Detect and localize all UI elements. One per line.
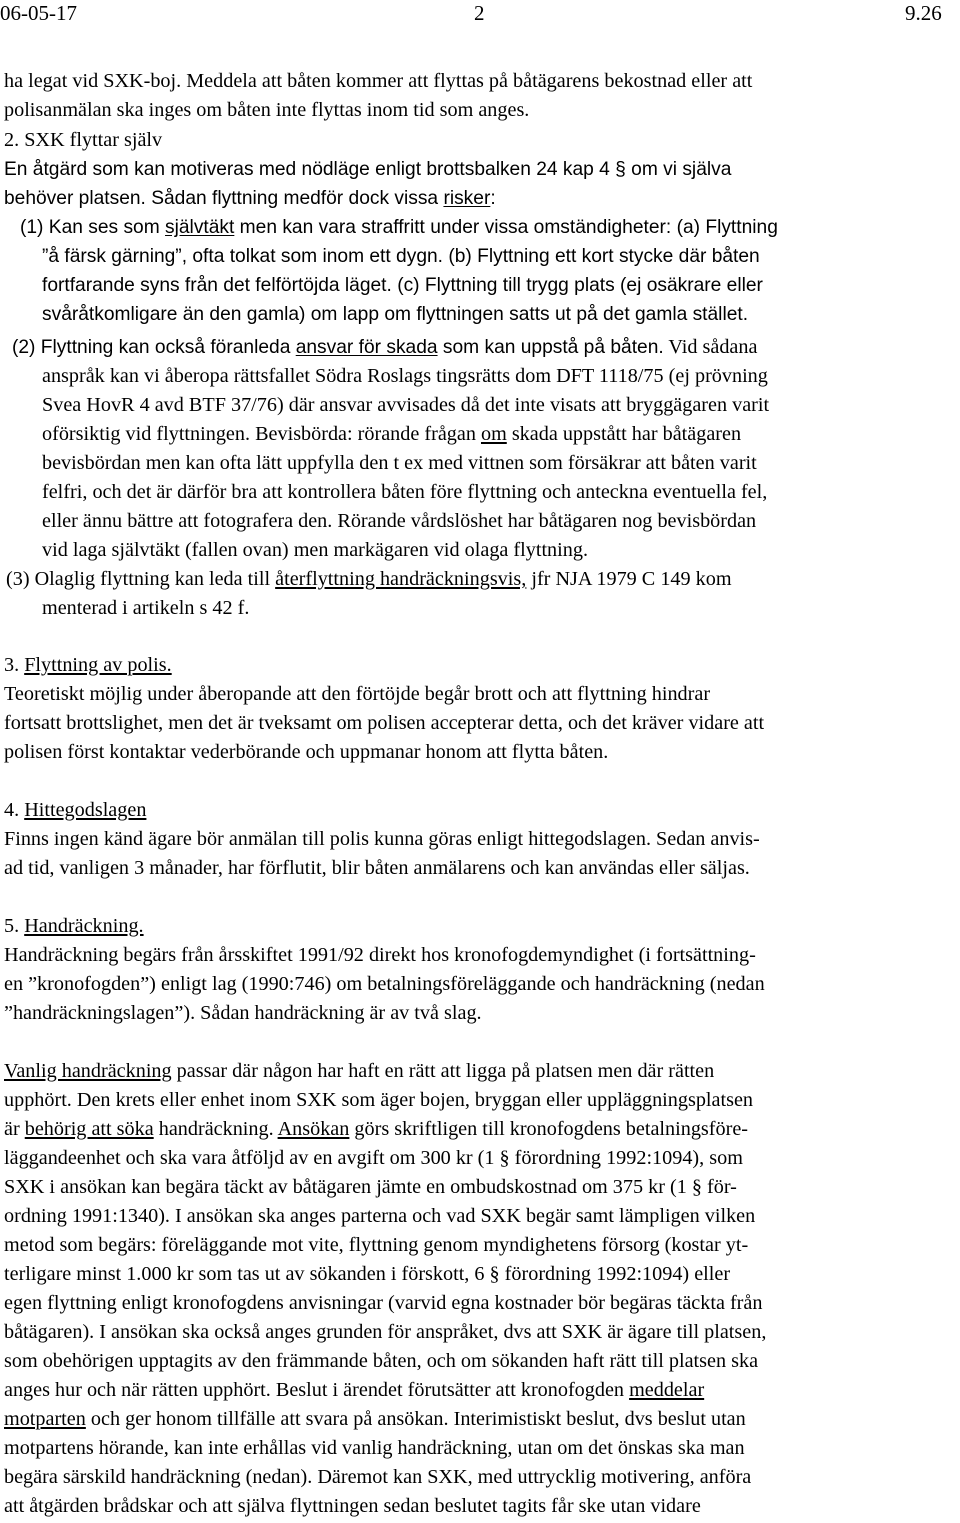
section-3-line-1: Teoretiskt möjlig under åberopande att den förtöjde begår brott och att flyttning hindrar bbox=[4, 683, 711, 705]
vanlig-line-11: som obehörigen upptagits av den främmande båten, och om sökanden haft rätt till platsen ska bbox=[4, 1350, 759, 1372]
item-3-line-1: (3) Olaglig flyttning kan leda till återflyttning handräckningsvis, jfr NJA 1979 C 149 kom bbox=[6, 568, 732, 590]
item-3-line-2: menterad i artikeln s 42 f. bbox=[42, 597, 250, 619]
vanlig-line-6: ordning 1991:1340). I ansökan ska anges parterna och vad SXK begär samt lämpligen vilken bbox=[4, 1205, 756, 1227]
section-3-heading: 3. Flyttning av polis. bbox=[4, 654, 172, 676]
section-5-line-2: en ”kronofogden”) enligt lag (1990:746) om betalningsföreläggande och handräckning (nedan bbox=[4, 973, 765, 995]
item-2-line-3: Svea HovR 4 avd BTF 37/76) där ansvar avvisades då det inte visats att bryggägaren varit bbox=[42, 394, 770, 416]
header-item-number: 9.26 bbox=[905, 1, 942, 25]
item-2-line-2: anspråk kan vi åberopa rättsfallet Södra Roslags tingsrätts dom DFT 1118/75 (ej prövning bbox=[42, 365, 768, 387]
section-5-heading: 5. Handräckning. bbox=[4, 915, 144, 937]
section-4-line-1: Finns ingen känd ägare bör anmälan till polis kunna göras enligt hittegodslagen. Sedan anvis- bbox=[4, 828, 760, 850]
vanlig-line-12: anges hur och när rätten upphört. Beslut i ärendet förutsätter att kronofogden meddelar bbox=[4, 1379, 705, 1401]
item-2-line-7: eller ännu bättre att fotografera den. Rörande vårdslöshet har båtägaren nog bevisbördan bbox=[42, 510, 757, 532]
item-2-line-8: vid laga självtäkt (fallen ovan) men markägaren vid olaga flyttning. bbox=[42, 539, 588, 561]
intro-line-1: ha legat vid SXK-boj. Meddela att båten kommer att flyttas på båtägarens bekostnad eller att bbox=[4, 70, 753, 92]
vanlig-line-8: terligare minst 1.000 kr som tas ut av sökanden i förskott, 6 § förordning 1992:1094) eller bbox=[4, 1263, 731, 1285]
item-1-line-1: (1) Kan ses som självtäkt men kan vara straffritt under vissa omständigheter: (a) Flyttning bbox=[20, 217, 778, 238]
item-2-line-1: (2) Flyttning kan också föranleda ansvar för skada som kan uppstå på båten. Vid sådana bbox=[12, 336, 758, 358]
vanlig-line-5: SXK i ansökan kan begära täckt av båtägaren jämte en ombudskostnad om 375 kr (1 § för- bbox=[4, 1176, 737, 1198]
item-2-line-5: bevisbördan men kan ofta lätt uppfylla den t ex med vittnen som försäkrar att båten varit bbox=[42, 452, 757, 474]
section-2-heading: 2. SXK flyttar själv bbox=[4, 129, 163, 151]
vanlig-line-15: begära särskild handräckning (nedan). Däremot kan SXK, med uttrycklig motivering, anföra bbox=[4, 1466, 752, 1488]
section-2-line-2: behöver platsen. Sådan flyttning medför dock vissa risker: bbox=[4, 188, 496, 209]
header-date: 06-05-17 bbox=[0, 1, 77, 25]
vanlig-line-1: Vanlig handräckning passar där någon har haft en rätt att ligga på platsen men där rätten bbox=[4, 1060, 715, 1082]
page-header bbox=[0, 0, 960, 26]
section-5-line-1: Handräckning begärs från årsskiftet 1991/92 direkt hos kronofogdemyndighet (i fortsättning- bbox=[4, 944, 756, 966]
vanlig-line-3: är behörig att söka handräckning. Ansökan görs skriftligen till kronofogdens betalningsföre- bbox=[4, 1118, 748, 1140]
item-1-line-3: fortfarande syns från det felförtöjda läget. (c) Flyttning till trygg plats (ej osäkrare eller bbox=[42, 275, 763, 296]
item-1-line-4: svåråtkomligare än den gamla) om lapp om flyttningen satts ut på det gamla stället. bbox=[42, 304, 749, 325]
vanlig-line-7: metod som begärs: föreläggande mot vite, flyttning genom myndighetens försorg (kostar yt- bbox=[4, 1234, 749, 1256]
item-2-line-6: felfri, och det är därför bra att kontrollera båten före flyttning och anteckna eventuella fel, bbox=[42, 481, 768, 503]
section-2-line-1: En åtgärd som kan motiveras med nödläge enligt brottsbalken 24 kap 4 § om vi själva bbox=[4, 159, 732, 180]
section-4-line-2: ad tid, vanligen 3 månader, har förflutit, blir båten anmälarens och kan användas eller säljas. bbox=[4, 857, 750, 879]
intro-line-2: polisanmälan ska inges om båten inte flyttas inom tid som anges. bbox=[4, 99, 530, 121]
vanlig-line-14: motpartens hörande, kan inte erhållas vid vanlig handräckning, utan om det önskas ska man bbox=[4, 1437, 745, 1459]
section-5-line-3: ”handräckningslagen”). Sådan handräckning är av två slag. bbox=[4, 1002, 482, 1024]
section-3-line-2: fortsatt brottslighet, men det är tveksamt om polisen accepterar detta, och det kräver vidare att bbox=[4, 712, 765, 734]
vanlig-line-10: båtägaren). I ansökan ska också anges grunden för anspråket, dvs att SXK är ägare till platsen, bbox=[4, 1321, 767, 1343]
vanlig-line-4: läggandeenhet och ska vara åtföljd av en avgift om 300 kr (1 § förordning 1992:1094), som bbox=[4, 1147, 743, 1169]
item-1-line-2: ”å färsk gärning”, ofta tolkat som inom ett dygn. (b) Flyttning ett kort stycke där båten bbox=[42, 246, 760, 267]
vanlig-line-16: att åtgärden brådskar och att själva flyttningen sedan beslutet tagits får ske utan vidare bbox=[4, 1495, 701, 1517]
section-3-line-3: polisen först kontaktar vederbörande och uppmanar honom att flytta båten. bbox=[4, 741, 609, 763]
section-4-heading: 4. Hittegodslagen bbox=[4, 799, 147, 821]
header-page-number: 2 bbox=[474, 1, 485, 25]
vanlig-line-13: motparten och ger honom tillfälle att svara på ansökan. Interimistiskt beslut, dvs beslut utan bbox=[4, 1408, 746, 1430]
vanlig-line-2: upphört. Den krets eller enhet inom SXK som äger bojen, bryggan eller uppläggningsplatsen bbox=[4, 1089, 754, 1111]
vanlig-line-9: egen flyttning enligt kronofogdens anvisningar (varvid egna kostnader bör begäras täckta från bbox=[4, 1292, 763, 1314]
item-2-line-4: oförsiktig vid flyttningen. Bevisbörda: rörande frågan om skada uppstått har båtägaren bbox=[42, 423, 742, 445]
